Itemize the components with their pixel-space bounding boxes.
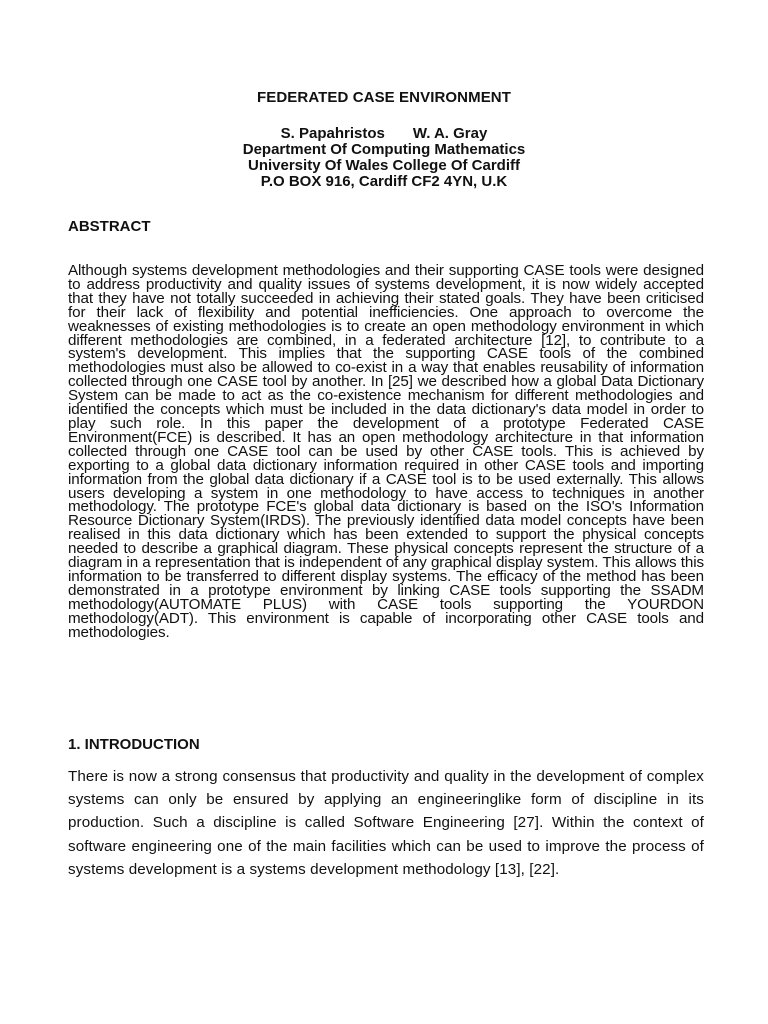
introduction-paragraph: There is now a strong consensus that productivity and quality in the development of complex systems can only be ensured by applying an engineeringlike form of discipline in its production. Such a discipline is called Software Engineering [27]. Within the context of software engineering one of the main facilities which can be used to improve the process of systems development is a systems development methodology [13], [22]. [68,768,704,878]
paper-title: FEDERATED CASE ENVIRONMENT [256,89,511,106]
author-name: W. A. Gray [412,125,488,142]
abstract-heading: ABSTRACT [68,218,151,235]
author-name: S. Papahristos [280,125,385,142]
author-names [0,126,768,142]
author-department: Department Of Computing Mathematics [242,141,526,158]
author-university: University Of Wales College Of Cardiff [248,157,520,174]
section-heading-introduction: 1. INTRODUCTION [68,736,200,753]
abstract-paragraph: Although systems development methodologies and their supporting CASE tools were designed to address productivity and quality issues of systems development, it is now widely accepted that they have not totally succeeded in achieving their stated goals. They have been criticised for their lack of flexibility and potential inefficiencies. One approach to overcome the weaknesses of existing methodologies is to create an open methodology environment in which different methodologies are combined, in a federated architecture [12], to contribute to a system's development. This implies that the supporting CASE tools of the combined methodologies must also be allowed to co-exist in a way that enables reusability of information collected through one CASE tool by another. In [25] we described how a global Data Dictionary System can be made to act as the co-existence mechanism for different methodologies and identified the concepts which must be included in the data dictionary's data model in order to play such role. In this paper the development of a prototype Federated CASE Environment(FCE) is described. It has an open methodology architecture in that information collected through one CASE tool can be used by other CASE tools. This is achieved by exporting to a global data dictionary information required in other CASE tools and importing information from the global data dictionary if a CASE tool is to be used externally. This allows users developing a system in one methodology to have access to techniques in another methodology. The prototype FCE's global data dictionary is based on the ISO's Information Resource Dictionary System(IRDS). The previously identified data model concepts have been realised in this data dictionary which has been extended to support the physical concepts needed to describe a graphical diagram. These physical concepts represent the structure of a diagram in a representation that is independent of any graphical display system. This allows this information to be transferred to different display systems. The efficacy of the method has been demonstrated in a prototype environment by linking CASE tools supporting the SSADM methodology(AUTOMATE PLUS) with CASE tools supporting the YOURDON methodology(ADT). This environment is capable of incorporating other CASE tools and methodologies. [68,262,704,641]
author-address: P.O BOX 916, Cardiff CF2 4YN, U.K [260,173,508,190]
author-block [0,126,768,190]
